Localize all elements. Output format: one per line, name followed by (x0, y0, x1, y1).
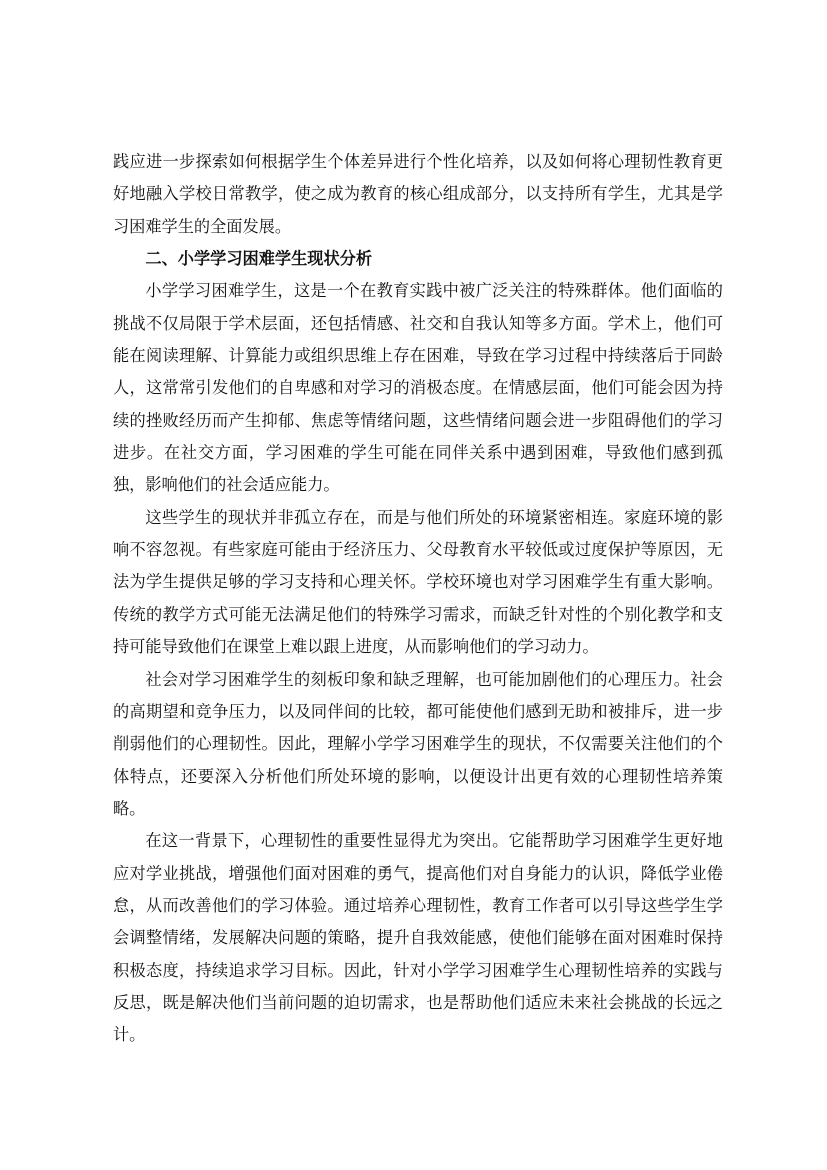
body-paragraph-2: 这些学生的现状并非孤立存在，而是与他们所处的环境紧密相连。家庭环境的影响不容忽视。有些家庭可能由于经济压力、父母教育水平较低或过度保护等原因，无法为学生提供足够的学习支持和心理关怀。学校环境也对学习困难学生有重大影响。传统的教学方式可能无法满足他们的特殊学习需求，而缺乏针对性的个别化教学和支持可能导致他们在课堂上难以跟上进度，从而影响他们的学习动力。 (113, 507, 723, 657)
body-paragraph-3: 社会对学习困难学生的刻板印象和缺乏理解，也可能加剧他们的心理压力。社会的高期望和竞争压力，以及同伴间的比较，都可能使他们感到无助和被排斥，进一步削弱他们的心理韧性。因此，理解小学学习困难学生的现状，不仅需要关注他们的个体特点，还要深入分析他们所处环境的影响，以便设计出更有效的心理韧性培养策略。 (113, 669, 723, 818)
body-paragraph-4: 在这一背景下，心理韧性的重要性显得尤为突出。它能帮助学习困难学生更好地应对学业挑战，增强他们面对困难的勇气，提高他们对自身能力的认识，降低学业倦怠，从而改善他们的学习体验。通过培养心理韧性，教育工作者可以引导这些学生学会调整情绪，发展解决问题的策略，提升自我效能感，使他们能够在面对困难时保持积极态度，持续追求学习目标。因此，针对小学学习困难学生心理韧性培养的实践与反思，既是解决他们当前问题的迫切需求，也是帮助他们适应未来社会挑战的长远之计。 (113, 831, 723, 1045)
section-heading: 二、小学学习困难学生现状分析 (145, 249, 373, 269)
continuation-paragraph: 践应进一步探索如何根据学生个体差异进行个性化培养，以及如何将心理韧性教育更好地融入学校日常教学，使之成为教育的核心组成部分，以支持所有学生，尤其是学习困难学生的全面发展。 (113, 152, 723, 236)
document-body (113, 146, 723, 1052)
body-paragraph-1: 小学学习困难学生，这是一个在教育实践中被广泛关注的特殊群体。他们面临的挑战不仅局限于学术层面，还包括情感、社交和自我认知等多方面。学术上，他们可能在阅读理解、计算能力或组织思维上存在困难，导致在学习过程中持续落后于同龄人，这常常引发他们的自卑感和对学习的消极态度。在情感层面，他们可能会因为持续的挫败经历而产生抑郁、焦虑等情绪问题，这些情绪问题会进一步阻碍他们的学习进步。在社交方面，学习困难的学生可能在同伴关系中遇到困难，导致他们感到孤独，影响他们的社会适应能力。 (113, 281, 723, 495)
